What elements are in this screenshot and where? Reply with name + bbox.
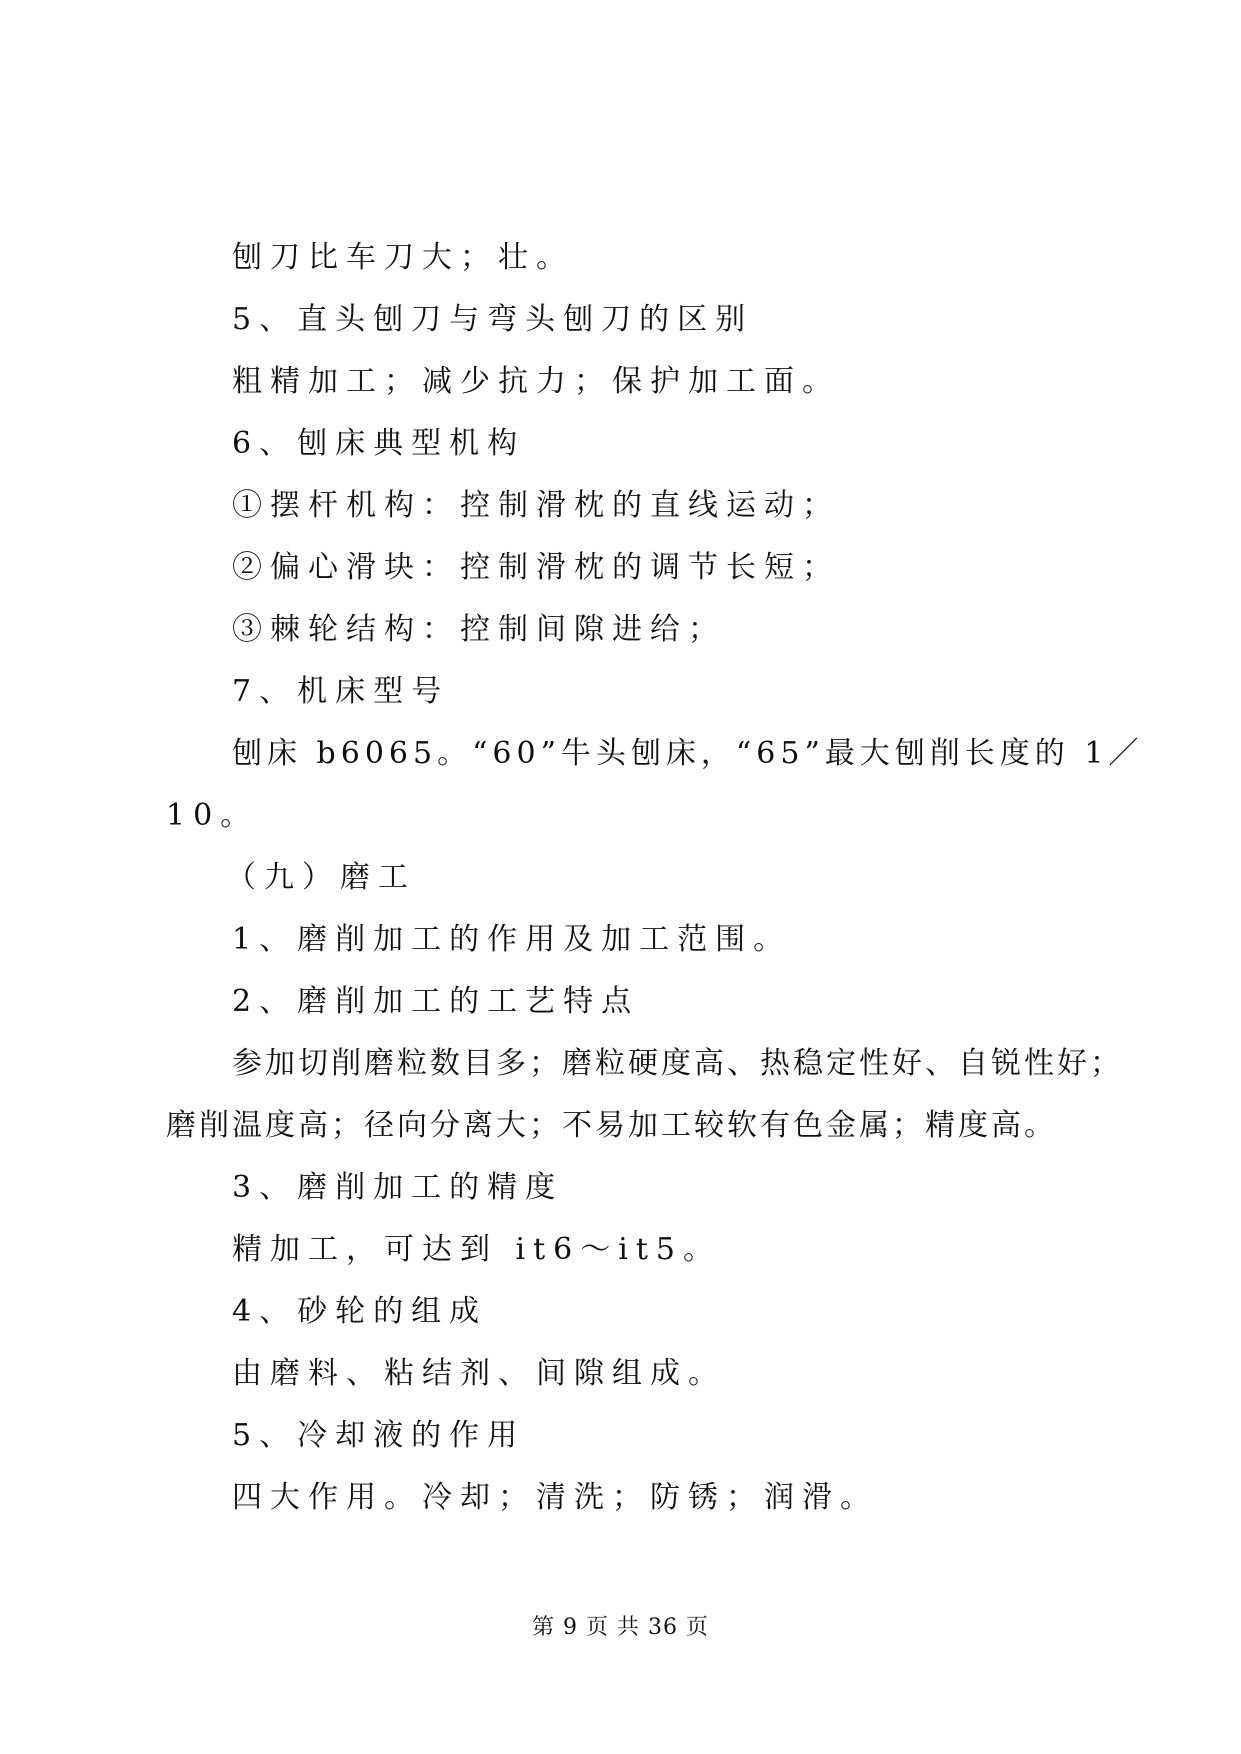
text-line: 刨床 b6065。“60”牛头刨床，“65”最大刨削长度的 1／ xyxy=(232,736,1144,771)
text-line: 由磨料、粘结剂、间隙组成。 xyxy=(232,1356,726,1391)
section-heading: 5、冷却液的作用 xyxy=(232,1418,526,1453)
section-heading: 3、磨削加工的精度 xyxy=(232,1170,564,1205)
list-item: ②偏心滑块：控制滑枕的调节长短； xyxy=(232,550,840,585)
section-heading: 1、磨削加工的作用及加工范围。 xyxy=(232,922,792,957)
list-item: ①摆杆机构：控制滑枕的直线运动； xyxy=(232,488,840,523)
text-line: 精加工，可达到 it6～it5。 xyxy=(232,1232,722,1267)
page-number-footer: 第 9 页 共 36 页 xyxy=(532,1615,709,1640)
section-heading: 6、刨床典型机构 xyxy=(232,426,526,461)
section-heading: 7、机床型号 xyxy=(232,674,450,709)
text-line: 10。 xyxy=(166,798,259,833)
list-item: ③棘轮结构：控制间隙进给； xyxy=(232,612,726,647)
text-line: 刨刀比车刀大；壮。 xyxy=(232,240,574,275)
chapter-heading: （九）磨工 xyxy=(226,860,416,895)
section-heading: 5、直头刨刀与弯头刨刀的区别 xyxy=(232,302,754,337)
section-heading: 4、砂轮的组成 xyxy=(232,1294,488,1329)
text-line: 粗精加工；减少抗力；保护加工面。 xyxy=(232,364,840,399)
text-line: 四大作用。冷却；清洗；防锈；润滑。 xyxy=(232,1480,878,1515)
text-line: 磨削温度高；径向分离大；不易加工较软有色金属；精度高。 xyxy=(166,1108,1057,1143)
section-heading: 2、磨削加工的工艺特点 xyxy=(232,984,640,1019)
text-line: 参加切削磨粒数目多；磨粒硬度高、热稳定性好、自锐性好； xyxy=(232,1046,1123,1081)
